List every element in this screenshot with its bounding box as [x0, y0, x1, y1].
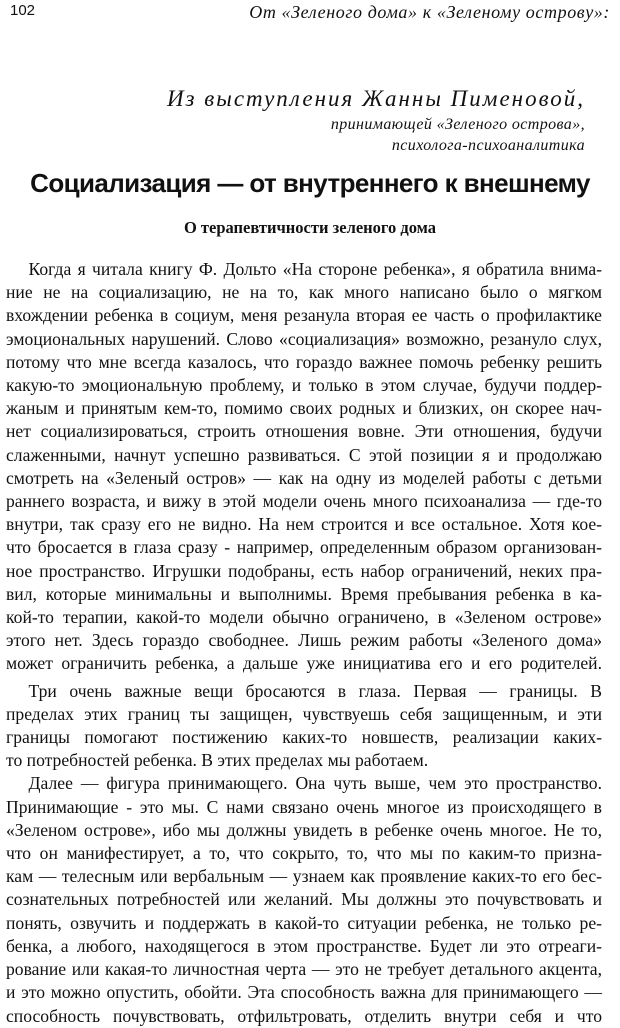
text-line: эмоциональных нарушений. Слово «социализация» возможно, резануло слух, — [6, 328, 602, 349]
paragraph-3 — [6, 772, 602, 1027]
byline — [167, 84, 585, 156]
text-line: кой-то терапии, какой-то модели обычно ограничено, в «Зеленом острове» — [6, 607, 602, 628]
text-line: пределах этих границ ты защищен, чувствуешь себя защищенным, и эти — [6, 703, 602, 724]
text-line: нет социализироваться, строить отношения вовне. Эти отношения, будучи — [6, 421, 602, 442]
paragraph-2 — [6, 680, 602, 773]
text-line: ное пространство. Игрушки подобраны, есть набор ограничений, неких пра- — [6, 560, 602, 581]
text-line: Далее — фигура принимающего. Она чуть выше, чем это пространство. — [28, 773, 602, 794]
text-line: кам — телесным или вербальным — узнаем как проявление каких-то его бес- — [6, 866, 602, 887]
text-line: раннего возраста, и вижу в этой модели очень много психоанализа — где-то — [6, 491, 602, 512]
text-line: вхождении ребенка в социум, меня резанула вторая ее часть о профилактике — [6, 305, 602, 326]
text-line: «Зеленом острове», ибо мы должны увидеть в ребенке очень многое. Не то, — [6, 819, 602, 840]
text-line: какую-то эмоциональную проблему, и только в этом случае, будучи поддер- — [6, 375, 602, 396]
text-line: что бросается в глаза сразу - например, определенным образом организован- — [6, 537, 602, 558]
text-line: слаженными, начнут успешно развиваться. С этой позиции я и продолжаю — [6, 444, 602, 465]
text-line: Три очень важные вещи бросаются в глаза. Первая — границы. В — [28, 680, 602, 701]
byline-role: принимающей «Зеленого острова», — [330, 116, 585, 133]
text-line: ние не на социализацию, не на то, как много написано было о мягком — [6, 282, 602, 303]
text-line: рование или какая-то личностная черта — это не требует детального акцента, — [6, 959, 602, 980]
page-header — [10, 2, 610, 24]
chapter-title: Социализация — от внутреннего к внешнему — [30, 168, 590, 198]
text-line: понять, озвучить и поддержать в какой-то ситуации ребенка, не только ре- — [6, 912, 602, 933]
text-line: внутри, так сразу его не видно. На нем строится и все остальное. Хотя кое- — [6, 514, 602, 535]
text-line: потому что мне всегда казалось, что гораздо важнее помочь ребенку решить — [6, 351, 602, 372]
text-line: вил, которые минимальны и выполнимы. Время пребывания ребенка в ка- — [6, 583, 602, 604]
text-line: способность почувствовать, отфильтровать, отделить внутри себя и что — [6, 1005, 602, 1026]
chapter-subtitle: О терапевтичности зеленого дома — [183, 218, 437, 237]
paragraph-1 — [6, 258, 602, 676]
body-text — [6, 258, 602, 1028]
text-line: и это можно опустить, обойти. Эта способность важна для принимающего — — [6, 982, 602, 1003]
text-line: Принимающие - это мы. С нами связано очень многое из происходящего в — [6, 796, 602, 817]
running-title: От «Зеленого дома» к «Зеленому острову»: — [249, 2, 610, 22]
text-line: границы помогают постижению каких-то новшеств, реализации каких- — [6, 727, 602, 748]
text-line: бенка, а любого, находящегося в этом пространстве. Будет ли это отреаги- — [6, 935, 602, 956]
page-number: 102 — [10, 2, 36, 19]
text-line: этого нет. Здесь гораздо свободнее. Лишь режим работы «Зеленого дома» — [6, 630, 602, 651]
text-line: смотреть на «Зеленый остров» — как на одну из моделей работы с детьми — [6, 467, 602, 488]
byline-speaker: Из выступления Жанны Пименовой, — [166, 86, 585, 111]
text-line: сознательных потребностей или желаний. Мы должны это почувствовать и — [6, 889, 602, 910]
text-line: Когда я читала книгу Ф. Дольто «На стороне ребенка», я обратила внима- — [28, 259, 602, 279]
text-line: жаным и принятым кем-то, помимо своих родных и близких, он скорее нач- — [6, 398, 602, 419]
byline-profession: психолога-психоаналитика — [391, 137, 585, 154]
text-line: что он манифестирует, а то, что сокрыто, то, что мы по каким-то призна- — [6, 843, 602, 864]
text-line: может ограничить ребенка, а дальше уже инициатива его и его родителей. — [6, 653, 602, 674]
text-line: то потребностей ребенка. В этих пределах мы работаем. — [6, 750, 429, 771]
